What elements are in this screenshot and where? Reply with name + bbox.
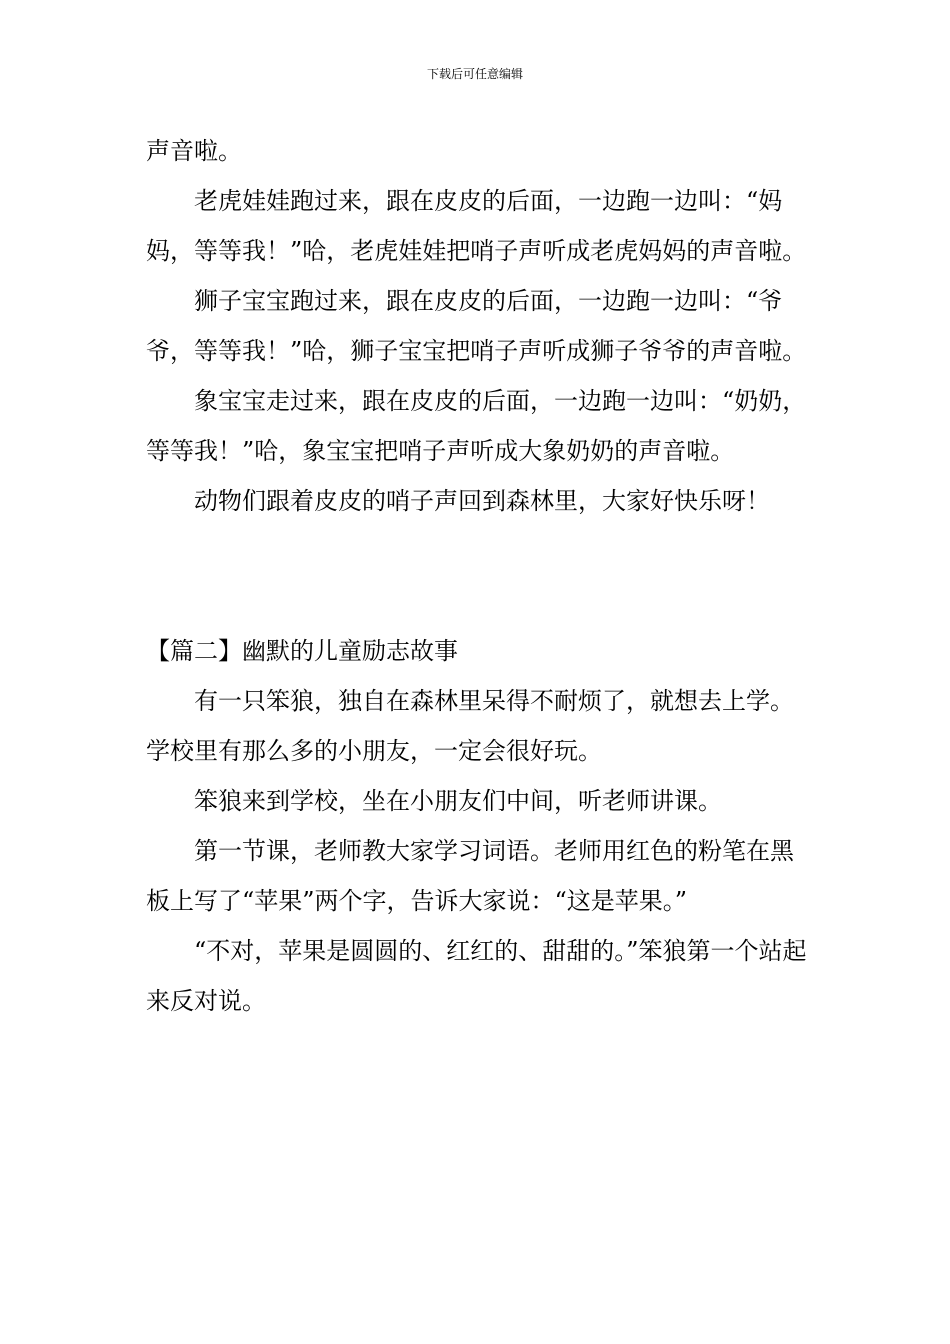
paragraph-ending: 动物们跟着皮皮的哨子声回到森林里，大家好快乐呀！ xyxy=(194,487,770,515)
paragraph-elephant: 象宝宝走过来，跟在皮皮的后面，一边跑一边叫：“奶奶，等等我！”哈，象宝宝把哨子声听成大象奶奶的声音啦。 xyxy=(146,387,807,465)
paragraph-first-lesson: 第一节课，老师教大家学习词语。老师用红色的粉笔在黑板上写了“苹果”两个字，告诉大家说：“这是苹果。” xyxy=(146,837,794,915)
page-header: 下载后可任意编辑 xyxy=(426,67,523,81)
paragraph-wolf-intro: 有一只笨狼，独自在森林里呆得不耐烦了，就想去上学。学校里有那么多的小朋友，一定会很好玩。 xyxy=(146,687,794,765)
paragraph-lion: 狮子宝宝跑过来，跟在皮皮的后面，一边跑一边叫：“爷爷，等等我！”哈，狮子宝宝把哨子声听成狮子爷爷的声音啦。 xyxy=(146,287,807,365)
paragraph-wolf-school: 笨狼来到学校，坐在小朋友们中间，听老师讲课。 xyxy=(194,787,722,815)
paragraph-wolf-objection: “不对，苹果是圆圆的、红红的、甜甜的。”笨狼第一个站起来反对说。 xyxy=(146,937,807,1015)
document-body xyxy=(146,126,816,1026)
paragraph-continuation: 声音啦。 xyxy=(146,137,242,165)
paragraph-tiger: 老虎娃娃跑过来，跟在皮皮的后面，一边跑一边叫：“妈妈，等等我！”哈，老虎娃娃把哨子声听成老虎妈妈的声音啦。 xyxy=(146,187,807,265)
section-heading: 【篇二】幽默的儿童励志故事 xyxy=(146,637,458,665)
section-spacer xyxy=(146,526,816,626)
